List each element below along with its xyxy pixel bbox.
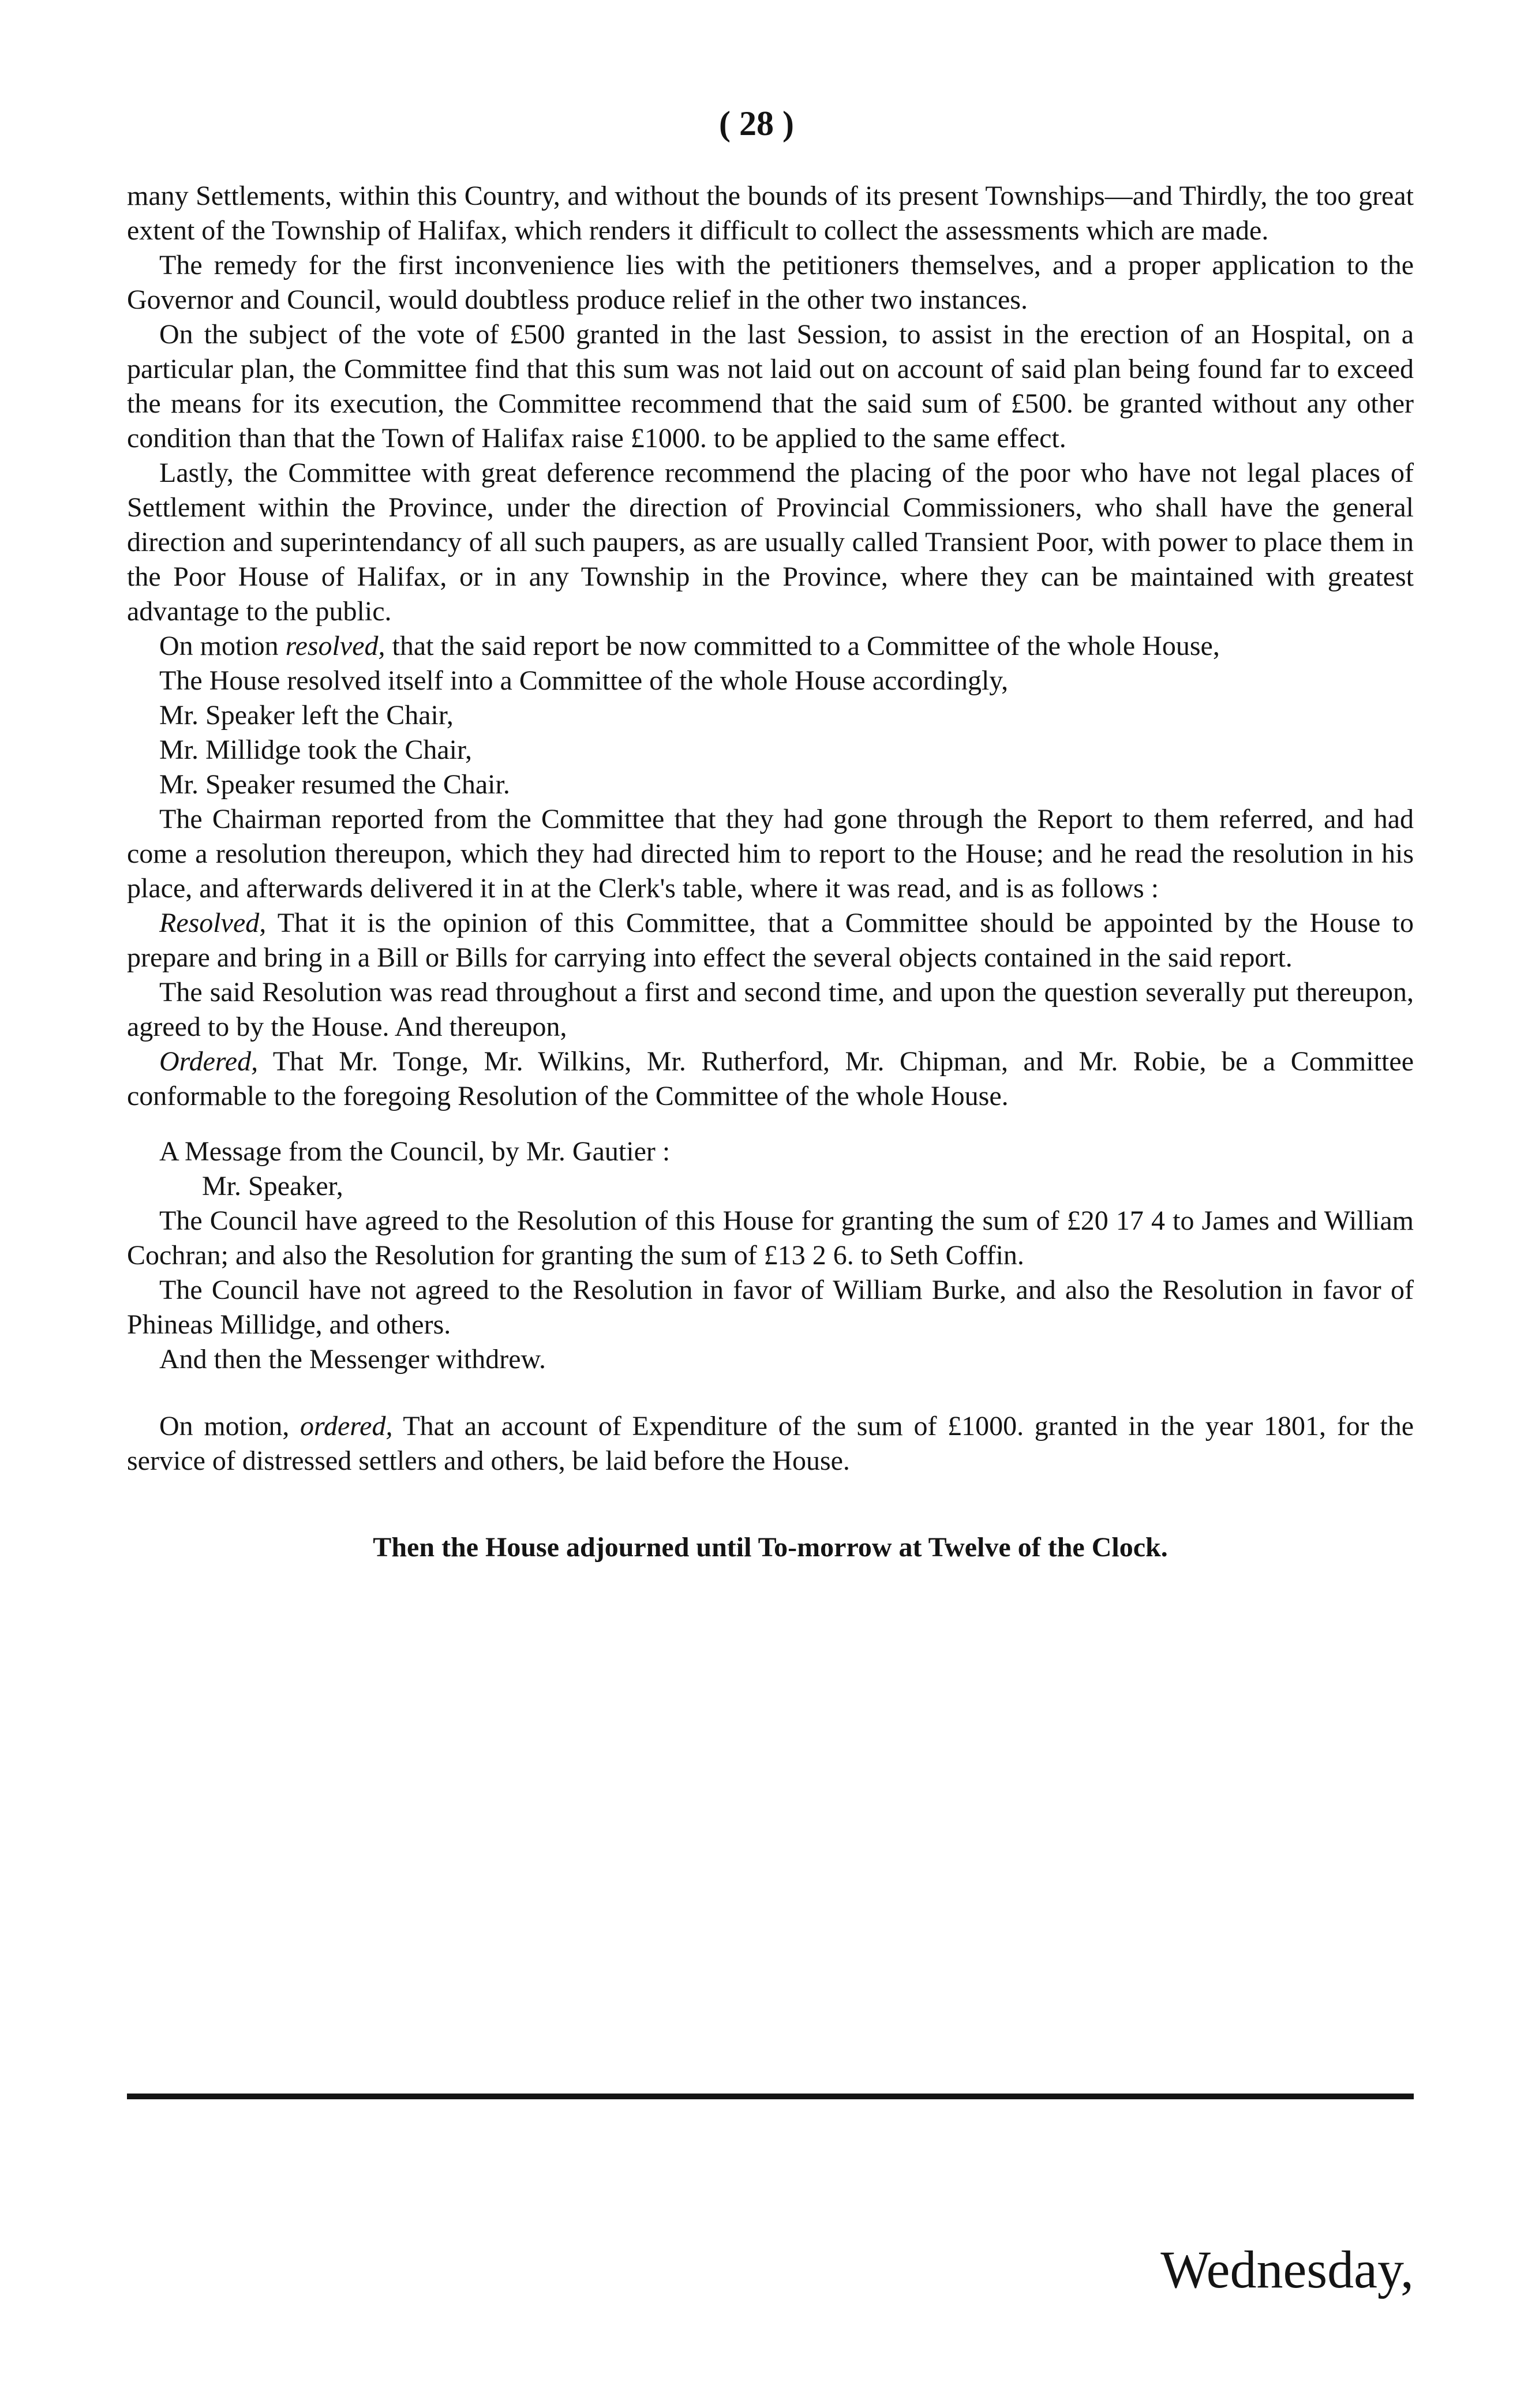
paragraph: Mr. Speaker left the Chair, <box>159 700 454 731</box>
paragraph-lead: On motion <box>159 631 286 661</box>
paragraph: The remedy for the first inconvenience lies with the petitioners themselves, and a proper application to the Governor and Council, would doubtless produce relief in the other two instances. <box>127 250 1414 315</box>
paragraph <box>127 906 1414 975</box>
adjournment-line: Then the House adjourned until To-morrow at Twelve of the Clock. <box>373 1532 1168 1563</box>
paragraph: many Settlements, within this Country, and without the bounds of its present Townships—and Thirdly, the too great extent of the Township of Halifax, which renders it difficult to collect the assessments which are made. <box>127 181 1414 246</box>
message-salutation: Mr. Speaker, <box>202 1171 343 1201</box>
paragraph <box>127 629 1414 664</box>
paragraph-italic: ordered, <box>300 1411 393 1441</box>
paragraph: Mr. Speaker resumed the Chair. <box>159 769 510 800</box>
journal-text <box>127 179 1414 1565</box>
paragraph: The Council have not agreed to the Resolution in favor of William Burke, and also the Resolution in favor of Phineas Millidge, and others. <box>127 1275 1414 1340</box>
paragraph-italic: resolved, <box>285 631 385 661</box>
paragraph-italic: Resolved, <box>159 908 267 938</box>
paragraph-rest: That Mr. Tonge, Mr. Wilkins, Mr. Rutherford, Mr. Chipman, and Mr. Robie, be a Committee conformable to the foregoing Resolution of the Committee of the whole House. <box>127 1046 1414 1111</box>
page-number: ( 28 ) <box>719 104 794 143</box>
paragraph-rest: that the said report be now committed to a Committee of the whole House, <box>385 631 1220 661</box>
paragraph-lead: On motion, <box>159 1411 301 1441</box>
message-heading: A Message from the Council, by Mr. Gautier : <box>159 1136 671 1167</box>
horizontal-rule <box>127 2094 1414 2099</box>
catchword: Wednesday, <box>1160 2240 1414 2299</box>
paragraph: The said Resolution was read throughout a first and second time, and upon the question severally put thereupon, agreed to by the House. And thereupon, <box>127 977 1414 1042</box>
paragraph: Lastly, the Committee with great deference recommend the placing of the poor who have not legal places of Settlement within the Province, under the direction of Provincial Commissioners, who shall have the general direction and superintendancy of all such paupers, as are usually called Transient Poor, with power to place them in the Poor House of Halifax, or in any Township in the Province, where they can be maintained with greatest advantage to the public. <box>127 458 1414 627</box>
paragraph: The Chairman reported from the Committee that they had gone through the Report to them referred, and had come a resolution thereupon, which they had directed him to report to the House; and he read the resolution in his place, and afterwards delivered it in at the Clerk's table, where it was read, and is as follows : <box>127 804 1414 904</box>
paragraph: And then the Messenger withdrew. <box>159 1344 546 1375</box>
paragraph: Mr. Millidge took the Chair, <box>159 735 473 765</box>
paragraph: The House resolved itself into a Committee of the whole House accordingly, <box>159 665 1009 696</box>
paragraph-rest: That an account of Expenditure of the sum of £1000. granted in the year 1801, for the service of distressed settlers and others, be laid before the House. <box>127 1411 1414 1476</box>
paragraph-rest: That it is the opinion of this Committee, that a Committee should be appointed by the House to prepare and bring in a Bill or Bills for carrying into effect the several objects contained in the said report. <box>127 908 1414 973</box>
paragraph <box>127 1044 1414 1114</box>
paragraph-italic: Ordered, <box>159 1046 259 1077</box>
paragraph <box>127 1409 1414 1478</box>
paragraph: The Council have agreed to the Resolution of this House for granting the sum of £20 17 4 to James and William Cochran; and also the Resolution for granting the sum of £13 2 6. to Seth Coffin. <box>127 1205 1414 1271</box>
paragraph: On the subject of the vote of £500 granted in the last Session, to assist in the erection of an Hospital, on a particular plan, the Committee find that this sum was not laid out on account of said plan being found far to exceed the means for its execution, the Committee recommend that the said sum of £500. be granted without any other condition than that the Town of Halifax raise £1000. to be applied to the same effect. <box>127 319 1414 454</box>
